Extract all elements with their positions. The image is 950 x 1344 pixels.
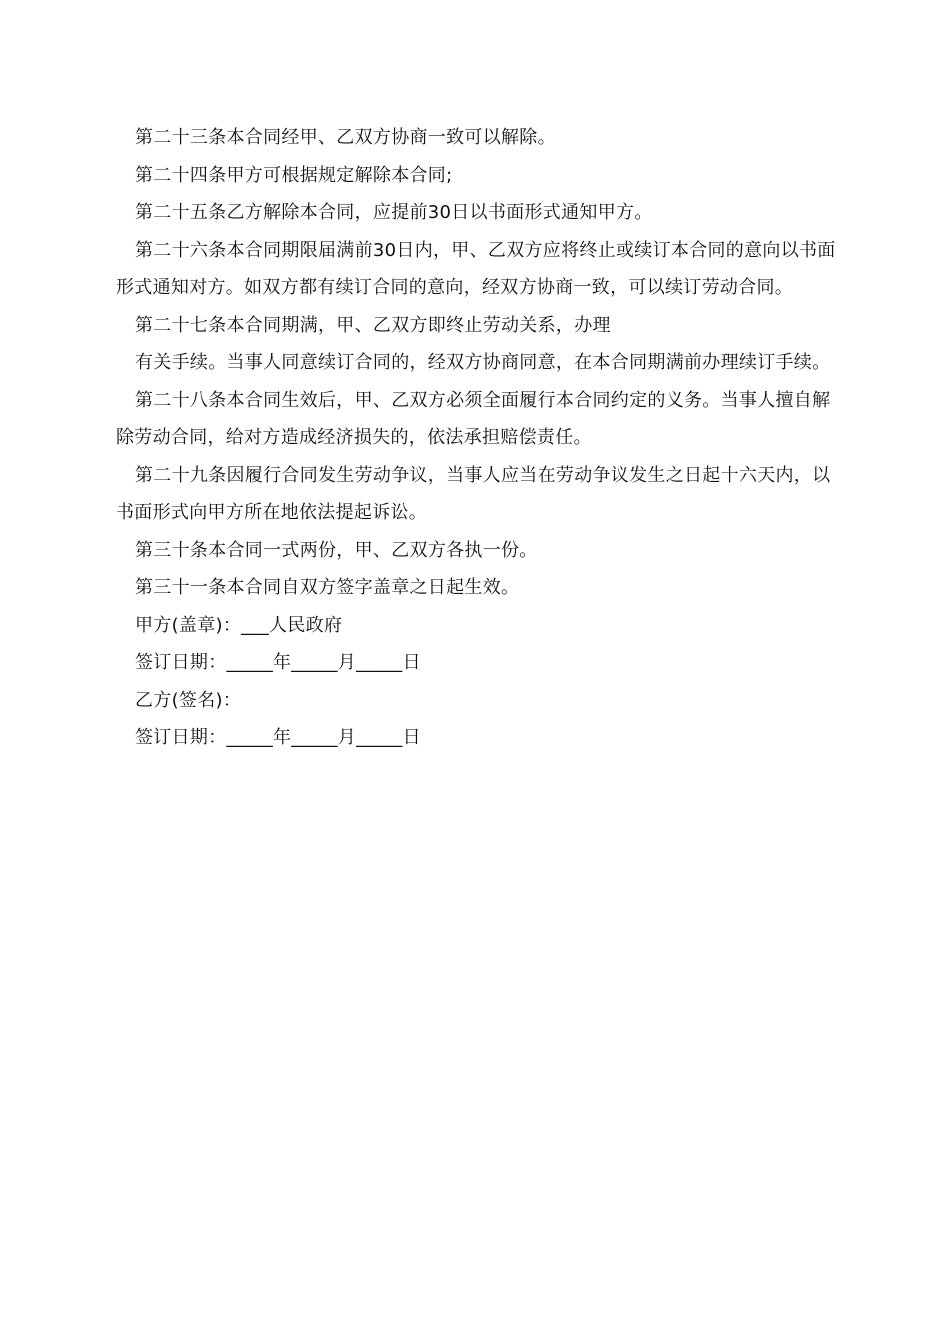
clause-30: 第三十条本合同一式两份，甲、乙双方各执一份。 <box>135 539 538 561</box>
party-b-signature-line: 乙方(签名)： <box>135 689 242 711</box>
clause-29: 第二十九条因履行合同发生劳动争议，当事人应当在劳动争议发生之日起十六天内，以书面形式向甲方所在地依法提起诉讼。 <box>116 464 831 523</box>
clause-28: 第二十八条本合同生效后，甲、乙双方必须全面履行本合同约定的义务。当事人擅自解除劳动合同，给对方造成经济损失的，依法承担赔偿责任。 <box>116 389 831 448</box>
clause-31: 第三十一条本合同自双方签字盖章之日起生效。 <box>135 577 520 598</box>
clause-24: 第二十四条甲方可根据规定解除本合同; <box>135 164 453 186</box>
party-a-date-line: 签订日期：_____年_____月_____日 <box>135 652 421 673</box>
party-a-seal-line: 甲方(盖章)：___人民政府 <box>135 614 343 636</box>
party-b-date-line: 签订日期：_____年_____月_____日 <box>135 727 421 748</box>
document-body <box>116 119 838 757</box>
clause-23: 第二十三条本合同经甲、乙双方协商一致可以解除。 <box>135 127 556 148</box>
clause-26: 第二十六条本合同期限届满前30日内，甲、乙双方应将终止或续订本合同的意向以书面形式通知对方。如双方都有续订合同的意向，经双方协商一致，可以续订劳动合同。 <box>116 239 836 298</box>
clause-27-continued: 有关手续。当事人同意续订合同的，经双方协商同意，在本合同期满前办理续订手续。 <box>135 352 831 373</box>
clause-25: 第二十五条乙方解除本合同，应提前30日以书面形式通知甲方。 <box>135 202 653 223</box>
clause-27: 第二十七条本合同期满，甲、乙双方即终止劳动关系，办理 <box>135 314 611 336</box>
